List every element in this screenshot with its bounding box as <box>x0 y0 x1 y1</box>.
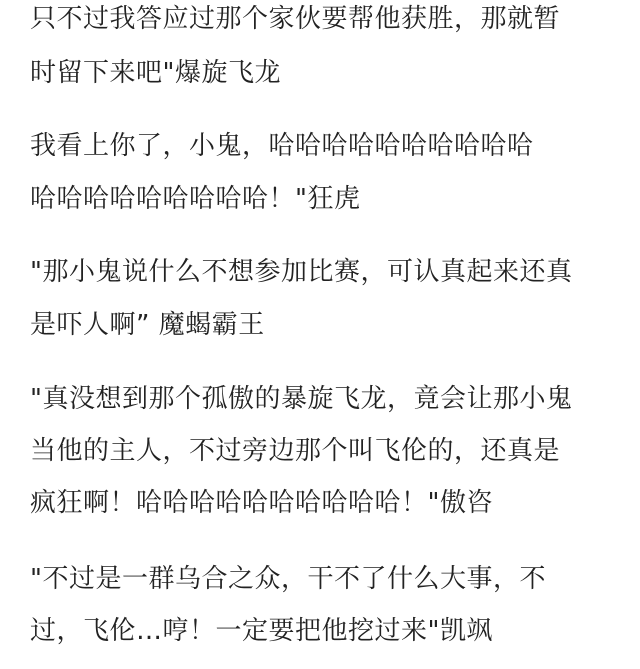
paragraph-1-line-2: 时留下来吧"爆旋飞龙 <box>30 58 281 88</box>
paragraph-2-line-2: 哈哈哈哈哈哈哈哈哈！"狂虎 <box>30 184 361 214</box>
paragraph-2-line-1: 我看上你了，小鬼，哈哈哈哈哈哈哈哈哈哈 <box>30 131 534 161</box>
paragraph-3-line-1: "那小鬼说什么不想参加比赛，可认真起来还真 <box>30 257 573 287</box>
paragraph-5-line-1: "不过是一群乌合之众，干不了什么大事，不 <box>30 564 546 594</box>
paragraph-4-line-1: "真没想到那个孤傲的暴旋飞龙，竟会让那小鬼 <box>30 384 573 414</box>
paragraph-1-line-1: 只不过我答应过那个家伙要帮他获胜，那就暂 <box>30 4 561 34</box>
paragraph-4-line-2: 当他的主人，不过旁边那个叫飞伦的，还真是 <box>30 436 561 466</box>
paragraph-3-line-2: 是吓人啊” 魔蝎霸王 <box>30 310 265 340</box>
paragraph-5-line-2: 过，飞伦…哼！一定要把他挖过来"凯飒 <box>30 616 493 646</box>
paragraph-4-line-3: 疯狂啊！哈哈哈哈哈哈哈哈哈哈！"傲咨 <box>30 488 493 518</box>
